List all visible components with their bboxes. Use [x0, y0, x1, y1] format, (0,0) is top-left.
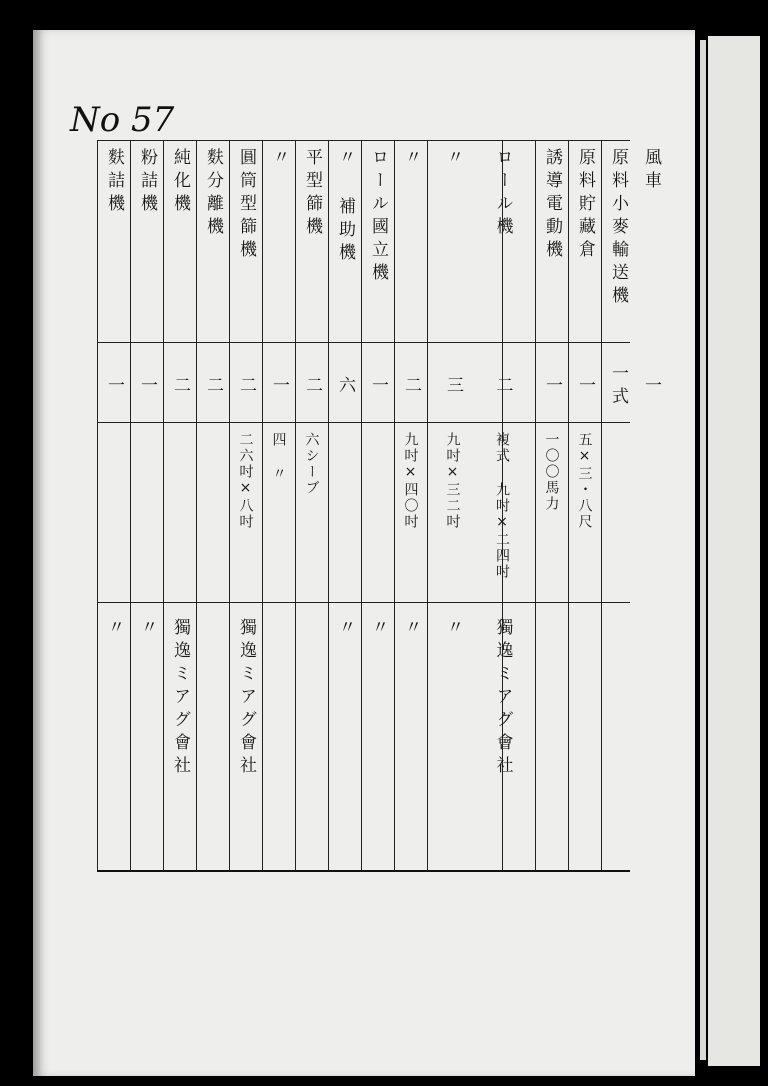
- cell-maker: [229, 618, 262, 868]
- equipment-qty: 一: [575, 375, 595, 399]
- cell-qty: [469, 352, 535, 422]
- equipment-spec: 九吋×三二吋: [444, 432, 461, 530]
- cell-qty: [295, 352, 328, 422]
- ledger-column: [601, 140, 634, 870]
- ledger-column: [634, 140, 667, 870]
- cell-qty: [436, 352, 469, 422]
- cell-spec: [568, 432, 601, 602]
- cell-name: [601, 148, 634, 328]
- equipment-name: 〃: [443, 148, 463, 171]
- cell-maker: [196, 618, 229, 868]
- cell-maker: [436, 618, 469, 868]
- equipment-spec: 一〇〇馬力: [543, 432, 560, 512]
- cell-spec: [97, 432, 130, 602]
- equipment-spec: 四 〃: [270, 432, 287, 482]
- cell-name: [196, 148, 229, 328]
- cell-qty: [535, 352, 568, 422]
- page-number: No 57: [70, 100, 175, 140]
- cell-spec: [535, 432, 568, 602]
- ledger-column: [130, 140, 163, 870]
- equipment-maker: 〃: [137, 618, 157, 641]
- cell-qty: [130, 352, 163, 422]
- equipment-maker: 〃: [443, 618, 463, 641]
- cell-maker: [601, 618, 634, 868]
- cell-qty: [601, 352, 634, 422]
- equipment-maker: 〃: [401, 618, 421, 641]
- cell-name: [436, 148, 469, 328]
- cell-qty: [328, 352, 361, 422]
- cell-qty: [634, 352, 667, 422]
- equipment-qty: 二: [236, 375, 256, 399]
- equipment-qty: 一: [542, 375, 562, 399]
- cell-spec: [262, 432, 295, 602]
- equipment-qty: 二: [492, 375, 513, 399]
- equipment-name: 麩詰機: [104, 148, 124, 217]
- ledger-column: [229, 140, 262, 870]
- equipment-name: 〃 補助機: [335, 148, 355, 266]
- cell-qty: [196, 352, 229, 422]
- cell-maker: [163, 618, 196, 868]
- equipment-qty: 一: [137, 375, 157, 399]
- equipment-name: ロール國立機: [368, 148, 388, 286]
- ledger-column: [295, 140, 328, 870]
- cell-qty: [229, 352, 262, 422]
- equipment-spec: 六シーブ: [303, 432, 320, 496]
- cell-spec: [130, 432, 163, 602]
- cell-maker: [295, 618, 328, 868]
- page-edge: [700, 40, 706, 1060]
- cell-spec: [295, 432, 328, 602]
- equipment-name: 平型篩機: [302, 148, 322, 240]
- equipment-spec: 二六吋×八吋: [237, 432, 254, 530]
- equipment-name: 風車: [641, 148, 661, 194]
- cell-maker: [328, 618, 361, 868]
- equipment-maker: 獨逸ミアグ會社: [492, 618, 513, 779]
- equipment-name: 粉詰機: [137, 148, 157, 217]
- cell-maker: [361, 618, 394, 868]
- cell-spec: [634, 432, 667, 602]
- equipment-name: 〃: [401, 148, 421, 171]
- equipment-qty: 一: [368, 375, 388, 399]
- equipment-qty: 一式: [608, 364, 628, 410]
- ledger-column: [535, 140, 568, 870]
- cell-name: [262, 148, 295, 328]
- cell-qty: [262, 352, 295, 422]
- ledger-column: [394, 140, 427, 870]
- cell-name: [97, 148, 130, 328]
- cell-spec: [601, 432, 634, 602]
- equipment-name: 原料貯藏倉: [575, 148, 595, 263]
- cell-spec: [394, 432, 427, 602]
- cell-maker: [634, 618, 667, 868]
- equipment-qty: 二: [401, 375, 421, 399]
- cell-name: [163, 148, 196, 328]
- cell-maker: [568, 618, 601, 868]
- cell-name: [535, 148, 568, 328]
- ledger-column: [469, 140, 535, 870]
- cell-spec: [229, 432, 262, 602]
- cell-qty: [97, 352, 130, 422]
- equipment-qty: 一: [269, 375, 289, 399]
- cell-spec: [328, 432, 361, 602]
- equipment-name: 圓筒型篩機: [236, 148, 256, 263]
- equipment-name: 純化機: [170, 148, 190, 217]
- equipment-name: 麩分離機: [203, 148, 223, 240]
- cell-name: [130, 148, 163, 328]
- ledger-column: [163, 140, 196, 870]
- cell-maker: [394, 618, 427, 868]
- equipment-qty: 二: [170, 375, 190, 399]
- equipment-qty: 六: [335, 375, 355, 399]
- cell-maker: [130, 618, 163, 868]
- ledger-column: [568, 140, 601, 870]
- cell-name: [328, 148, 361, 328]
- cell-spec: [163, 432, 196, 602]
- equipment-maker: 獨逸ミアグ會社: [236, 618, 256, 779]
- cell-spec: [361, 432, 394, 602]
- equipment-name: 〃: [269, 148, 289, 171]
- ledger-column: [196, 140, 229, 870]
- equipment-qty: 一: [104, 375, 124, 399]
- equipment-qty: 二: [302, 375, 322, 399]
- equipment-name: 誘導電動機: [542, 148, 562, 263]
- cell-spec: [436, 432, 469, 602]
- equipment-spec: 九吋×四〇吋: [402, 432, 419, 530]
- cell-maker: [535, 618, 568, 868]
- col-rule: [427, 140, 428, 870]
- cell-spec: [196, 432, 229, 602]
- equipment-maker: 〃: [104, 618, 124, 641]
- ledger-column: [97, 140, 130, 870]
- cell-qty: [361, 352, 394, 422]
- equipment-qty: 二: [203, 375, 223, 399]
- cell-maker: [469, 618, 535, 868]
- cell-name: [469, 148, 535, 328]
- cell-qty: [394, 352, 427, 422]
- equipment-spec: 複式 九吋×二四吋: [494, 432, 510, 580]
- cell-name: [229, 148, 262, 328]
- equipment-qty: 三: [443, 375, 463, 399]
- cell-name: [394, 148, 427, 328]
- equipment-name: ロール機: [492, 148, 513, 240]
- cell-name: [568, 148, 601, 328]
- next-page-edge: [708, 36, 760, 1066]
- equipment-maker: 〃: [368, 618, 388, 641]
- cell-name: [361, 148, 394, 328]
- cell-name: [295, 148, 328, 328]
- ledger-column: [361, 140, 394, 870]
- equipment-qty: 一: [641, 375, 661, 399]
- equipment-maker: 獨逸ミアグ會社: [170, 618, 190, 779]
- cell-qty: [568, 352, 601, 422]
- cell-spec: [469, 432, 535, 602]
- cell-name: [634, 148, 667, 328]
- ledger-column: [328, 140, 361, 870]
- ledger-column: [436, 140, 469, 870]
- ledger-column: [262, 140, 295, 870]
- equipment-name: 原料小麥輸送機: [608, 148, 628, 309]
- cell-maker: [262, 618, 295, 868]
- cell-qty: [163, 352, 196, 422]
- cell-maker: [97, 618, 130, 868]
- equipment-maker: 〃: [335, 618, 355, 641]
- equipment-spec: 五×三・八尺: [576, 432, 593, 530]
